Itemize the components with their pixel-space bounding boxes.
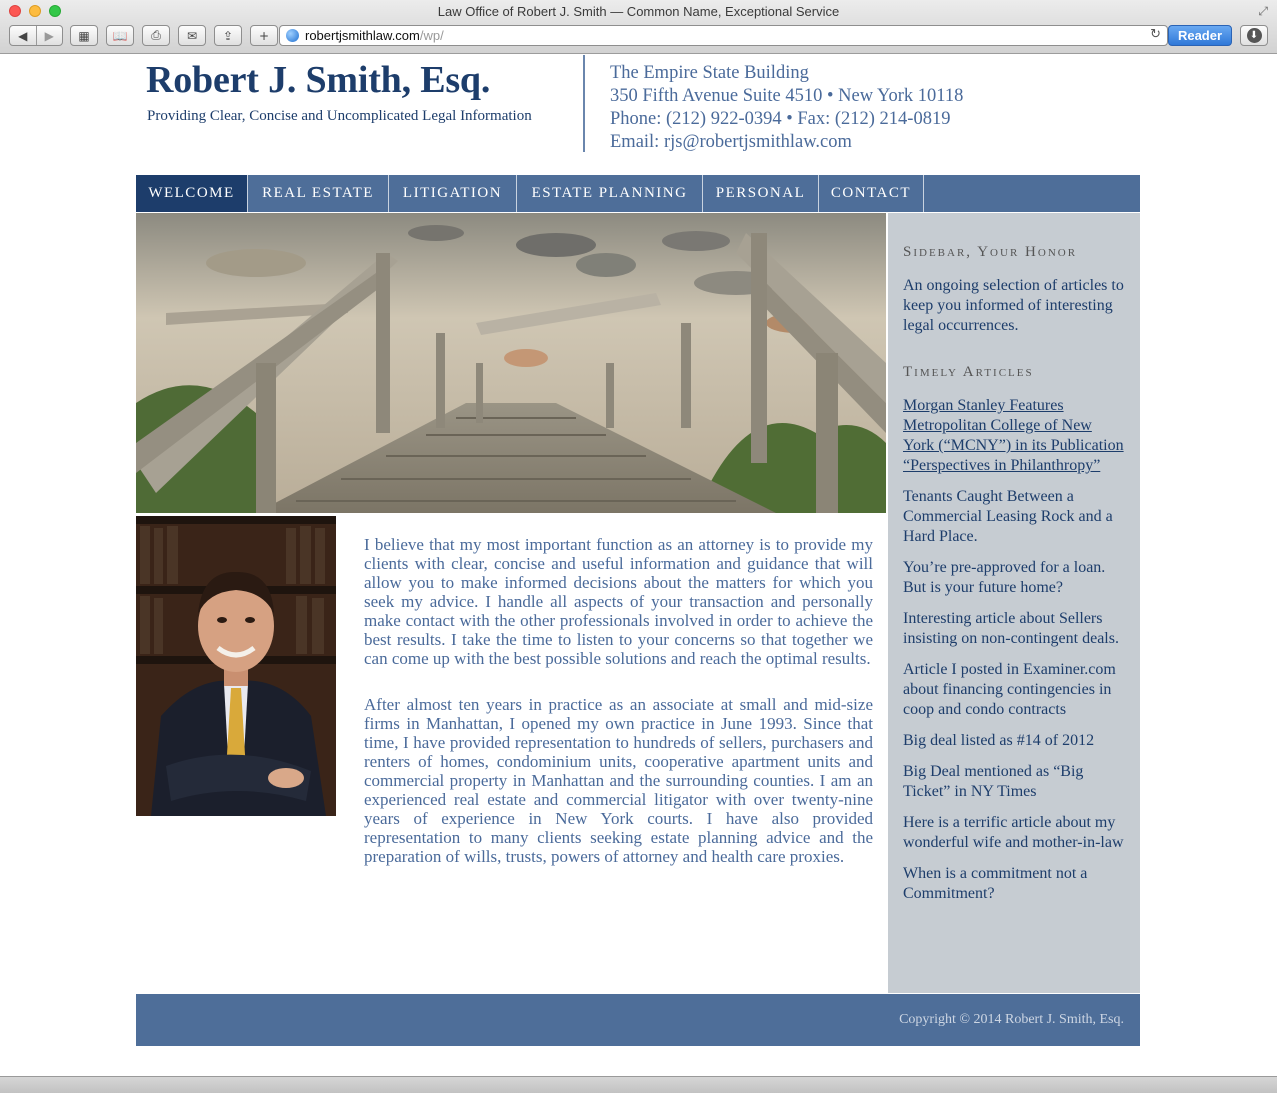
article-link[interactable]: Article I posted in Examiner.com about financing contingencies in coop and condo contracts bbox=[903, 661, 1116, 718]
address-email[interactable]: Email: rjs@robertjsmithlaw.com bbox=[610, 132, 852, 152]
article-link[interactable]: When is a commitment not a Commitment? bbox=[903, 865, 1088, 902]
browser-toolbar bbox=[0, 0, 1277, 54]
fullscreen-icon[interactable]: ⤢ bbox=[1258, 4, 1268, 18]
article-link[interactable]: Here is a terrific article about my wonderful wife and mother-in-law bbox=[903, 814, 1124, 851]
nav-contact[interactable]: CONTACT bbox=[819, 175, 924, 212]
sidebar-intro: An ongoing selection of articles to keep you informed of interesting legal occurrences. bbox=[903, 277, 1124, 334]
globe-icon bbox=[286, 29, 299, 42]
site-tagline: Providing Clear, Concise and Uncomplicated Legal Information bbox=[147, 108, 532, 124]
sidebar-heading: Sidebar, Your Honor bbox=[903, 244, 1078, 260]
sidebar bbox=[888, 213, 1140, 993]
address-building: The Empire State Building bbox=[610, 63, 809, 83]
back-icon[interactable]: ◀ bbox=[18, 28, 28, 43]
grid-icon[interactable]: ▦ bbox=[70, 25, 98, 46]
article-link[interactable]: Big Deal mentioned as “Big Ticket” in NY Times bbox=[903, 763, 1084, 800]
site-title: Robert J. Smith, Esq. bbox=[146, 59, 491, 101]
contact-address bbox=[610, 62, 963, 154]
url-path: /wp/ bbox=[419, 28, 444, 43]
print-icon[interactable]: ⎙ bbox=[142, 25, 170, 46]
address-bar[interactable] bbox=[279, 25, 1168, 46]
copyright-text: Copyright © 2014 Robert J. Smith, Esq. bbox=[899, 1012, 1124, 1027]
reader-button[interactable]: Reader bbox=[1168, 25, 1232, 46]
welcome-paragraph-1: I believe that my most important function as an attorney is to provide my clients with clear, concise and useful information and guidance that will allow you to make informed decisions about the matters for which you seek my advice. I handle all aspects of your transaction and personally make contact with the other professionals involved in order to achieve the best results. I take the time to listen to your concerns so that together we can come up with the best possible solutions and reach the optimal results. bbox=[364, 535, 873, 668]
article-link[interactable]: Morgan Stanley Features Metropolitan College of New York (“MCNY”) in its Publication “Perspectives in Philanthropy” bbox=[903, 397, 1124, 474]
reload-icon[interactable]: ↻ bbox=[1150, 27, 1161, 42]
article-link[interactable]: Tenants Caught Between a Commercial Leasing Rock and a Hard Place. bbox=[903, 488, 1113, 545]
welcome-content bbox=[136, 535, 873, 893]
window-bottom-bar bbox=[0, 1076, 1277, 1093]
address-phone-fax: Phone: (212) 922-0394 • Fax: (212) 214-0819 bbox=[610, 109, 951, 129]
url-host: robertjsmithlaw.com bbox=[305, 28, 420, 43]
nav-real-estate[interactable]: REAL ESTATE bbox=[248, 175, 389, 212]
share-icon[interactable]: ⇪ bbox=[214, 25, 242, 46]
article-link[interactable]: Interesting article about Sellers insisting on non-contingent deals. bbox=[903, 610, 1119, 647]
header-divider bbox=[583, 55, 585, 152]
nav-welcome[interactable]: WELCOME bbox=[136, 175, 248, 212]
site-footer bbox=[136, 994, 1140, 1046]
window-title: Law Office of Robert J. Smith — Common Name, Exceptional Service bbox=[437, 4, 840, 19]
back-forward-buttons bbox=[9, 25, 63, 46]
mail-icon[interactable]: ✉ bbox=[178, 25, 206, 46]
bookmarks-icon[interactable]: 📖 bbox=[106, 25, 134, 46]
main-nav bbox=[136, 175, 1140, 212]
nav-personal[interactable]: PERSONAL bbox=[703, 175, 819, 212]
welcome-paragraph-2: After almost ten years in practice as an associate at small and mid-size firms in Manhattan, I opened my own practice in June 1993. Since that time, I have provided representation to hundreds of sellers, purchasers and renters of homes, condominium units, cooperative apartment units and commercial property in Manhattan and the surrounding counties. I am an experienced real estate and commercial litigator with over twenty-nine years of experience in New York courts. I have also provided representation to many clients seeking estate planning advice and the preparation of wills, trusts, powers of attorney and health care proxies. bbox=[364, 695, 873, 866]
article-link[interactable]: Big deal listed as #14 of 2012 bbox=[903, 732, 1095, 749]
download-icon[interactable]: ⬇ bbox=[1240, 25, 1268, 46]
address-street: 350 Fifth Avenue Suite 4510 • New York 10118 bbox=[610, 86, 964, 106]
forward-icon[interactable]: ▶ bbox=[44, 28, 54, 43]
nav-estate-planning[interactable]: ESTATE PLANNING bbox=[517, 175, 703, 212]
article-link[interactable]: You’re pre-approved for a loan. But is your future home? bbox=[903, 559, 1106, 596]
nav-litigation[interactable]: LITIGATION bbox=[389, 175, 517, 212]
new-tab-icon[interactable]: + bbox=[250, 25, 278, 46]
hero-image bbox=[136, 213, 886, 513]
timely-articles-heading: Timely Articles bbox=[903, 364, 1034, 380]
